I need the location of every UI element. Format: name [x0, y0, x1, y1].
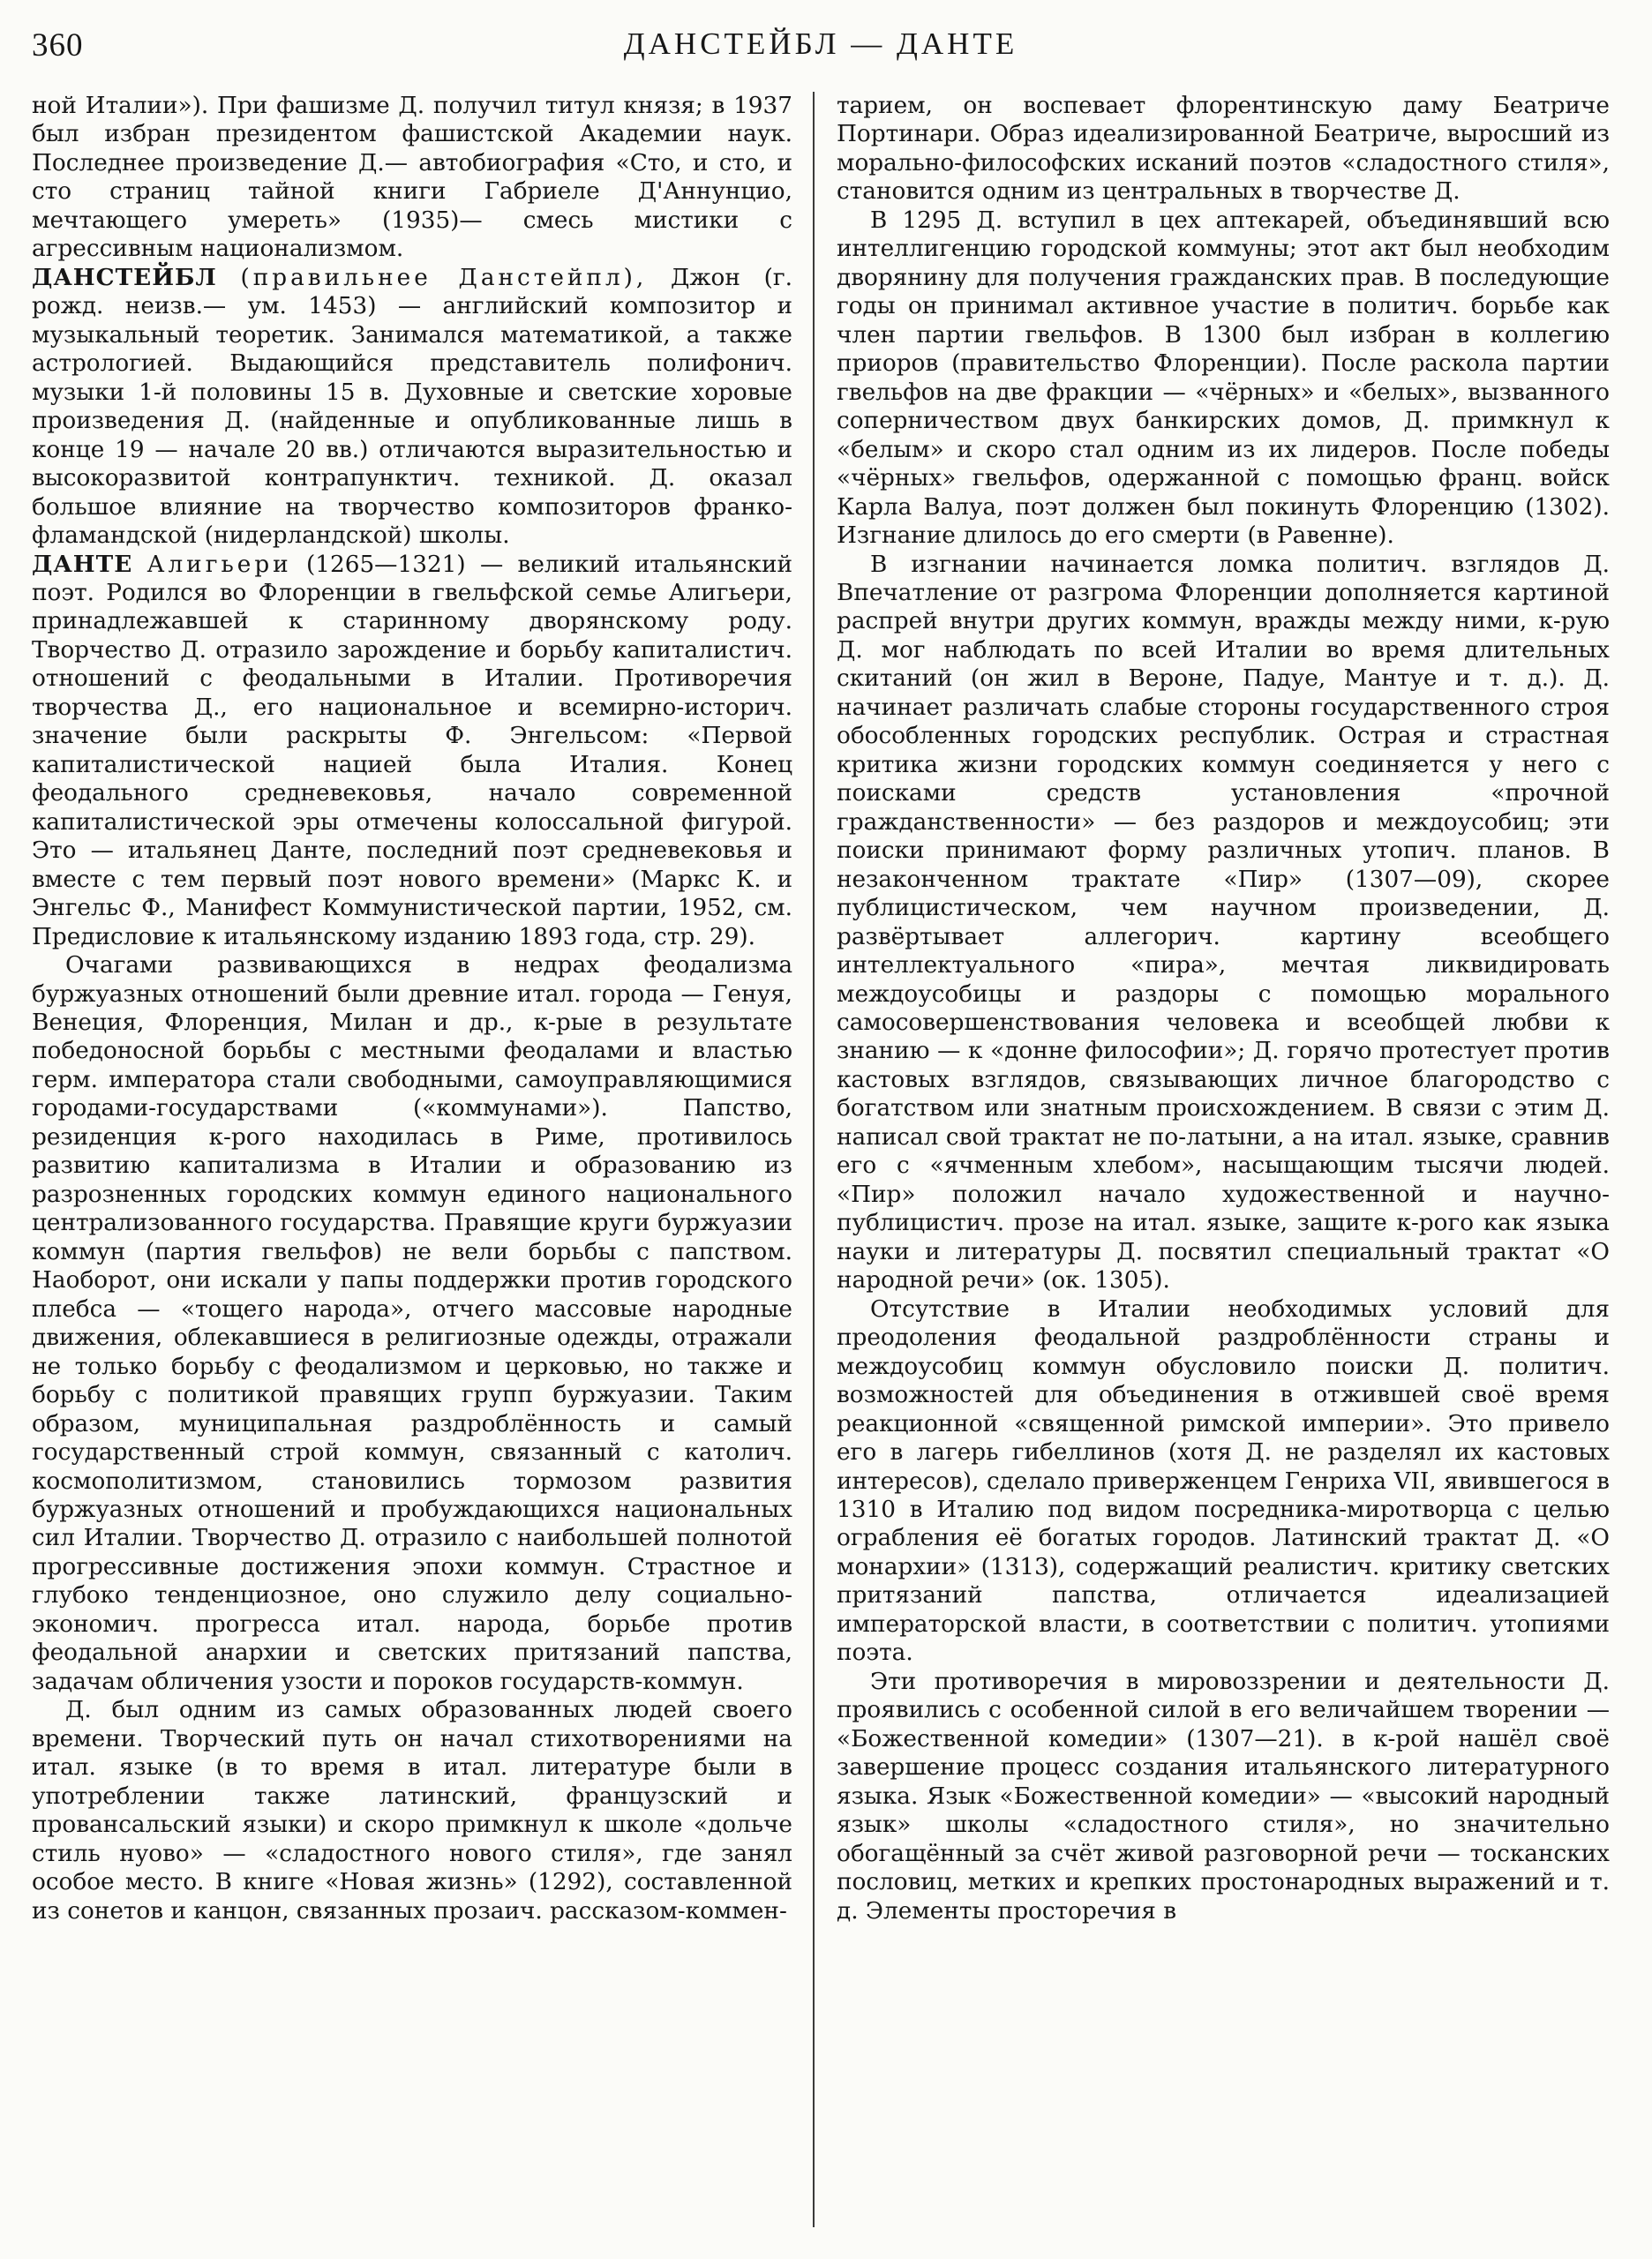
- entry-text: (1265—1321) — великий итальянский поэт. Родился во Флоренции в гвельфской семье Алигьери, принадлежавшей к старинному дворянскому роду. Творчество Д. отразило зарождение и борьбу капиталистич. отношений с феодальными в Италии. Противоречия творчества Д., его национальное и всемирно-историч. значение были раскрыты Ф. Энгельсом: «Первой капиталистической нацией была Италия. Конец феодального средневековья, начало современной капиталистической эры отмечены колоссальной фигурой. Это — итальянец Данте, последний поэт средневековья и вместе с тем первый поэт нового времени» (Маркс К. и Энгельс Ф., Манифест Коммунистической партии, 1952, см. Предисловие к итальянскому изданию 1893 года, стр. 29).: [32, 551, 792, 950]
- right-column: [837, 92, 1610, 2245]
- entry-danstable: [32, 264, 792, 551]
- headword: ДАНТЕ: [32, 550, 133, 578]
- entry-dante: [32, 551, 792, 952]
- paragraph: Эти противоречия в мировоззрении и деятельности Д. проявились с особенной силой в его величайшем творении — «Божественной комедии» (1307—21). в к-рой нашёл своё завершение процесс создания итальянского литературного языка. Язык «Божественной комедии» — «высокий народный язык» школы «сладостного стиля», но значительно обогащённый за счёт живой разговорной речи — тосканских пословиц, метких и крепких простонародных выражений и т. д. Элементы просторечия в: [837, 1668, 1610, 1925]
- paragraph: Очагами развивающихся в недрах феодализма буржуазных отношений были древние итал. города — Генуя, Венеция, Флоренция, Милан и др., к-рые в результате победоносной борьбы с местными феодалами и властью герм. императора стали свободными, самоуправляющимися городами-государствами («коммунами»). Папство, резиденция к-рого находилась в Риме, противилось развитию капитализма в Италии и образованию из разрозненных городских коммун единого национального централизованного государства. Правящие круги буржуазии коммун (партия гвельфов) не вели борьбы с папством. Наоборот, они искали у папы поддержки против городского плебса — «тощего народа», отчего массовые народные движения, облекавшиеся в религиозные одежды, отражали не только борьбу с феодализмом и церковью, но также и борьбу с политикой правящих групп буржуазии. Таким образом, муниципальная раздроблённость и самый государственный строй коммун, связанный с католич. космополитизмом, становились тормозом развития буржуазных отношений и пробуждающихся национальных сил Италии. Творчество Д. отразило с наибольшей полнотой прогрессивные достижения эпохи коммун. Страстное и глубоко тенденциозное, оно служило делу социально-экономич. прогресса итал. народа, борьбе против феодальной анархии и светских притязаний папства, задачам обличения узости и пороков государств-коммун.: [32, 952, 792, 1695]
- paragraph: В 1295 Д. вступил в цех аптекарей, объединявший всю интеллигенцию городской коммуны; этот акт был необходим дворянину для получения гражданских прав. В последующие годы он принимал активное участие в политич. борьбе как член партии гвельфов. В 1300 был избран в коллегию приоров (правительство Флоренции). После раскола партии гвельфов на две фракции — «чёрных» и «белых», вызванного соперничеством двух банкирских домов, Д. примкнул к «белым» и скоро стал одним из их лидеров. После победы «чёрных» гвельфов, одержанной с помощью франц. войск Карла Валуа, поэт должен был покинуть Флоренцию (1302). Изгнание длилось до его смерти (в Равенне).: [837, 206, 1610, 550]
- entry-text: Джон (г. рожд. неизв.— ум. 1453) — английский композитор и музыкальный теоретик. Занимался математикой, а также астрологией. Выдающийся представитель полифонич. музыки 1-й половины 15 в. Духовные и светские хоровые произведения Д. (найденные и опубликованные лишь в конце 19 — начале 20 вв.) отличаются выразительностью и высокоразвитой контрапунктич. техникой. Д. оказал большое влияние на творчество композиторов франко-фламандской (нидерландской) школы.: [32, 264, 792, 550]
- column-divider: [813, 92, 815, 2227]
- page-number: 360: [32, 27, 84, 64]
- page-header: [32, 26, 1610, 67]
- headword: ДАНСТЕЙБЛ: [32, 263, 217, 291]
- running-head: ДАНСТЕЙБЛ — ДАНТЕ: [623, 26, 1018, 61]
- left-column: [32, 92, 792, 2245]
- paragraph: ной Италии»). При фашизме Д. получил титул князя; в 1937 был избран президентом фашистской Академии наук. Последнее произведение Д.— автобиография «Сто, и сто, и сто страниц тайной книги Габриеле Д'Аннунцио, мечтающего умереть» (1935)— смесь мистики с агрессивным национализмом.: [32, 93, 792, 263]
- paragraph: В изгнании начинается ломка политич. взглядов Д. Впечатление от разгрома Флоренции дополняется картиной распрей внутри других коммун, вражды между ними, к-рую Д. мог наблюдать по всей Италии во время длительных скитаний (он жил в Вероне, Падуе, Мантуе и т. д.). Д. начинает различать слабые стороны государственного строя обособленных городских республик. Острая и страстная критика жизни городских коммун соединяется у него с поисками средств установления «прочной гражданственности» — без раздоров и междоусобиц; эти поиски принимают форму различных утопич. планов. В незаконченном трактате «Пир» (1307—09), скорее публицистическом, чем научном произведении, Д. развёртывает аллегорич. картину всеобщего интеллектуального «пира», мечтая ликвидировать междоусобицы и раздоры с помощью морального самосовершенствования человека и всеобщей любви к знанию — к «донне философии»; Д. горячо протестует против кастовых взглядов, связывающих личное благородство с богатством или знатным происхождением. В связи с этим Д. написал свой трактат не по-латыни, а на итал. языке, сравнив его с «ячменным хлебом», насыщающим тысячи людей. «Пир» положил начало художественной и научно-публицистич. прозе на итал. языке, защите к-рого как языка науки и литературы Д. посвятил специальный трактат «О народной речи» (ок. 1305).: [837, 551, 1610, 1295]
- paragraph: тарием, он воспевает флорентинскую даму Беатриче Портинари. Образ идеализированной Беатриче, выросший из морально-философских исканий поэтов «сладостного стиля», становится одним из центральных в творчестве Д.: [837, 93, 1610, 206]
- paragraph: Д. был одним из самых образованных людей своего времени. Творческий путь он начал стихотворениями на итал. языке (в то время в итал. литературе были в употреблении также латинский, французский и провансальский языки) и скоро примкнул к школе «дольче стиль нуово» — «сладостного нового стиля», где занял особое место. В книге «Новая жизнь» (1292), составленной из сонетов и канцон, связанных прозаич. рассказом-коммен-: [32, 1697, 792, 1925]
- spaced-name: Алигьери: [146, 551, 292, 578]
- paragraph: Отсутствие в Италии необходимых условий для преодоления феодальной раздроблённости страны и междоусобиц коммун обусловило поиски Д. политич. возможностей для объединения в отжившей своё время реакционной «священной римской империи». Это привело его в лагерь гибеллинов (хотя Д. не разделял их кастовых интересов), сделало приверженцем Генриха VII, явившегося в 1310 в Италию под видом посредника-миротворца с целью ограбления её богатых городов. Латинский трактат Д. «О монархии» (1313), содержащий реалистич. критику светских притязаний папства, отличается идеализацией императорской власти, в соответствии с политич. утопиями поэта.: [837, 1295, 1610, 1667]
- spaced-name: (правильнее Данстейпл),: [240, 264, 648, 291]
